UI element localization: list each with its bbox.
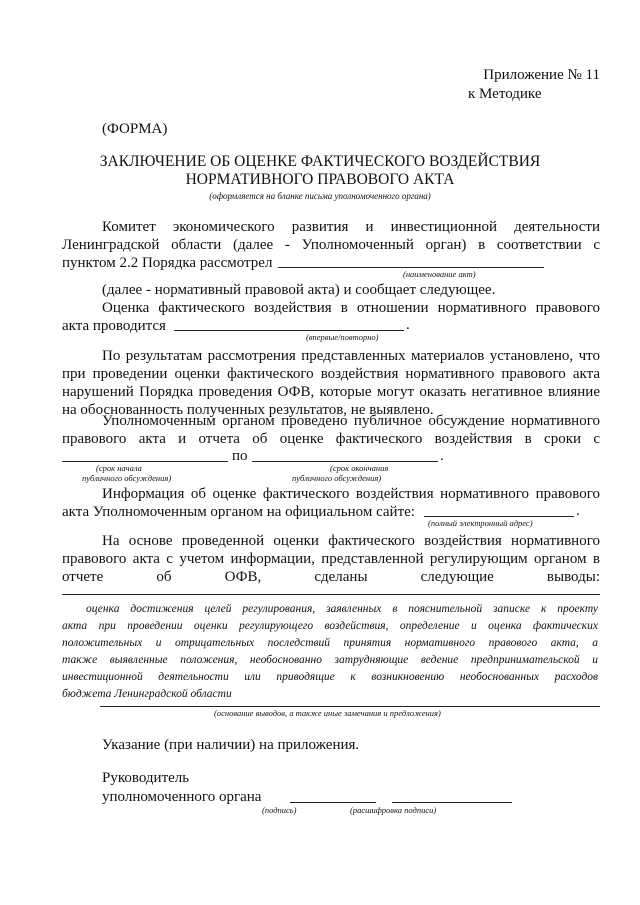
- signature-head: Руководитель: [102, 770, 190, 786]
- signature-authority: уполномоченного органа: [102, 789, 262, 805]
- para3-line-2: при проведении оценки фактического воздействия нормативного правового акта: [62, 366, 600, 382]
- discussion-end-field[interactable]: [252, 461, 438, 462]
- conclusions-basis-hint: (основание выводов, а также иные замечания и предложения): [214, 708, 441, 718]
- para2-period: .: [406, 317, 410, 333]
- para5-line-2: акта Уполномоченным органом на официальном сайте:: [62, 504, 415, 520]
- form-label: (ФОРМА): [102, 121, 168, 137]
- para1-line-1: Комитет экономического развития и инвестиционной деятельности: [102, 219, 600, 235]
- appendix-to-methodology: к Методике: [468, 86, 542, 102]
- para2-line-1: Оценка фактического воздействия в отношении нормативного правового: [102, 300, 600, 316]
- para3-line-1: По результатам рассмотрения представленных материалов установлено, что: [102, 348, 600, 364]
- discussion-start-hint-1: (срок начала: [96, 463, 142, 473]
- signature-decode-hint: (расшифровка подписи): [350, 805, 437, 815]
- website-address-field[interactable]: [424, 516, 574, 517]
- para1-line-2: Ленинградской области (далее - Уполномоченный орган) в соответствии с: [62, 237, 600, 253]
- para3-line-4: на обоснованность полученных результатов, не выявлено.: [62, 402, 434, 418]
- para6-line-3: отчете об ОФВ, сделаны следующие выводы:: [62, 569, 600, 585]
- attachments-note: Указание (при наличии) на приложения.: [102, 737, 360, 753]
- para2-line-2: акта проводится: [62, 318, 166, 334]
- conclusions-line-6: бюджета Ленинградской области: [62, 688, 232, 700]
- appendix-number: Приложение № 11: [483, 67, 600, 83]
- discussion-start-field[interactable]: [62, 461, 228, 462]
- para6-line-2: правового акта с учетом информации, представленной регулирующим органом в: [62, 551, 600, 567]
- para4-line-2: правового акта и отчета об оценке фактического воздействия в сроки с: [62, 431, 600, 447]
- act-name-field[interactable]: [278, 267, 544, 268]
- discussion-end-hint-1: (срок окончания: [330, 463, 389, 473]
- signature-decode-field[interactable]: [392, 802, 512, 803]
- para3-line-3: нарушений Порядка проведения ОФВ, которые могут оказать негативное влияние: [62, 384, 600, 400]
- conclusions-line-2: акта при проведении оценки регулирующего воздействия, определение и оценка фактических: [62, 620, 598, 632]
- conclusions-line-5: инвестиционной деятельности или приводящие к возникновению необоснованных расходов: [62, 671, 598, 683]
- first-or-repeat-hint: (впервые/повторно): [306, 332, 379, 342]
- para1-line-3: пунктом 2.2 Порядка рассмотрел: [62, 255, 273, 271]
- signature-hint: (подпись): [262, 805, 297, 815]
- website-address-hint: (полный электронный адрес): [428, 518, 533, 528]
- conclusions-line-4: также выявленные положения, необоснованно затрудняющие ведение предпринимательской и: [62, 654, 598, 666]
- document-title-line-2: НОРМАТИВНОГО ПРАВОВОГО АКТА: [185, 171, 455, 188]
- para1-line-4: (далее - нормативный правовой акта) и сообщает следующее.: [102, 282, 496, 298]
- title-note: (оформляется на бланке письма уполномоченного органа): [209, 191, 431, 201]
- para5-line-1: Информация об оценке фактического воздействия нормативного правового: [102, 486, 600, 502]
- discussion-start-hint-2: публичного обсуждения): [82, 473, 172, 483]
- para5-period: .: [576, 503, 580, 519]
- para6-line-1: На основе проведенной оценки фактического воздействия нормативного: [102, 533, 600, 549]
- first-or-repeat-field[interactable]: [174, 330, 404, 331]
- document-title-line-1: ЗАКЛЮЧЕНИЕ ОБ ОЦЕНКЕ ФАКТИЧЕСКОГО ВОЗДЕЙСТВИЯ: [99, 153, 541, 170]
- signature-field[interactable]: [290, 802, 376, 803]
- conclusions-basis-line[interactable]: [100, 706, 600, 707]
- para4-po: по: [232, 448, 248, 464]
- conclusions-line-1: оценка достижения целей регулирования, заявленных в пояснительной записке к проекту: [86, 603, 598, 615]
- conclusions-line-3: положительных и отрицательных последствий принятия нормативного правового акта, а: [62, 637, 598, 649]
- para4-period: .: [440, 448, 444, 464]
- act-name-hint: (наименование акт): [403, 269, 476, 279]
- discussion-end-hint-2: публичного обсуждения): [292, 473, 382, 483]
- conclusions-top-line: [62, 594, 600, 595]
- para4-line-1: Уполномоченным органом проведено публичное обсуждение нормативного: [102, 413, 600, 429]
